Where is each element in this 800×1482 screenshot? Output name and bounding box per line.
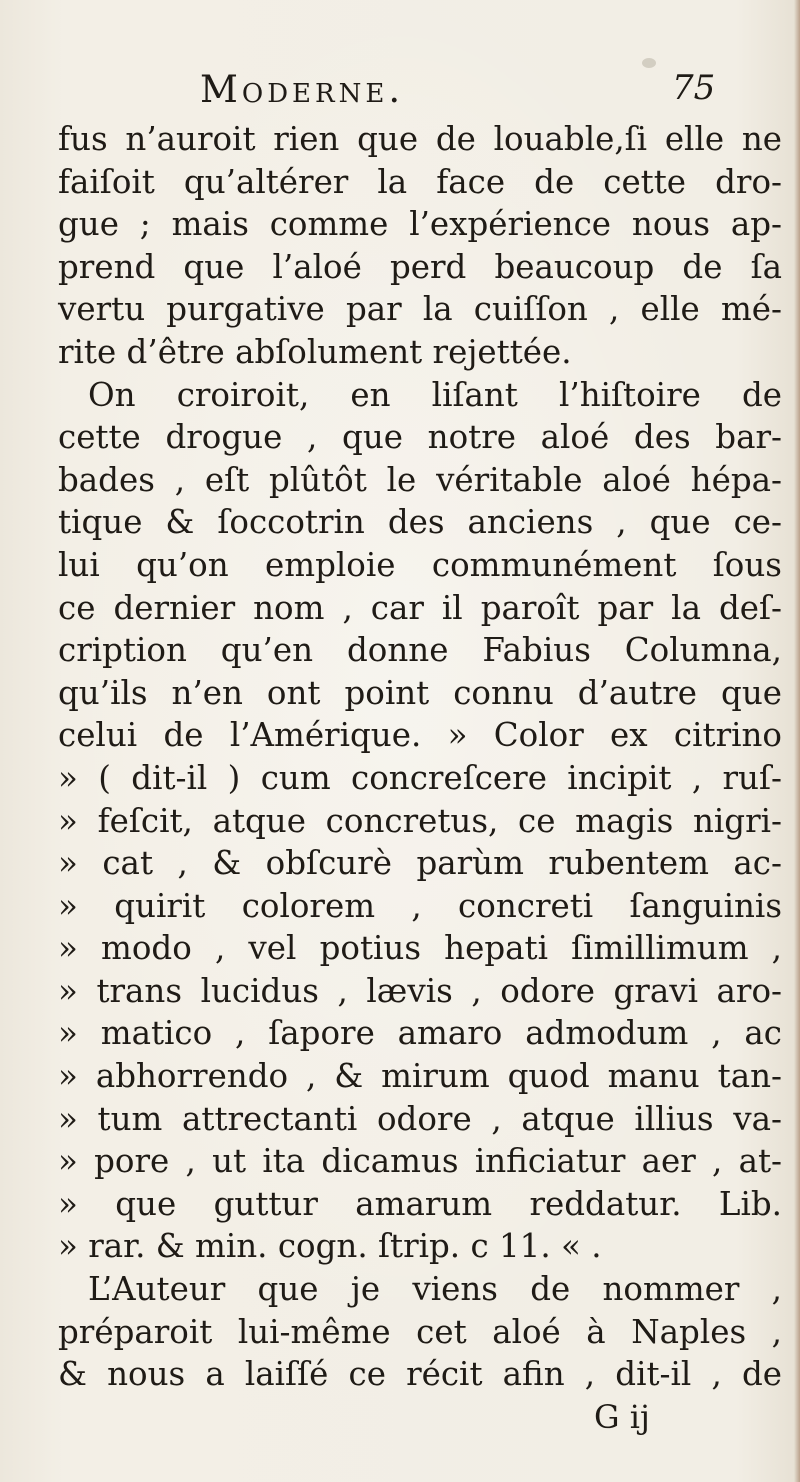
text-line: vertu purgative par la cuiſſon , elle mé- xyxy=(58,290,782,329)
text-line: fus n’auroit rien que de louable,ſi elle ne xyxy=(58,120,782,158)
text-line: celui de l’Amérique. » Color ex citrino xyxy=(58,716,782,755)
text-line: cription qu’en donne Fabius Columna, xyxy=(58,631,782,670)
text-line: » pore , ut ita dicamus inficiatur aer , at- xyxy=(58,1142,782,1181)
text-line: » trans lucidus , lævis , odore gravi aro- xyxy=(58,971,782,1010)
text-line: » modo , vel potius hepati ſimillimum , xyxy=(58,929,782,968)
page-edge-shadow xyxy=(794,0,800,1482)
page-number: 75 xyxy=(672,68,716,108)
text-line: qu’ils n’en ont point connu d’autre que xyxy=(58,673,782,712)
ink-smudge xyxy=(642,58,656,68)
text-line: gue ; mais comme l’expérience nous ap- xyxy=(58,205,782,244)
running-head xyxy=(0,68,800,118)
text-line: » tum attrectanti odore , atque illius va- xyxy=(58,1099,782,1138)
text-line: » feſcit, atque concretus, ce magis nigri- xyxy=(58,801,782,840)
text-line: » abhorrendo , & mirum quod manu tan- xyxy=(58,1057,782,1096)
text-line: » cat , & obſcurè parùm rubentem ac- xyxy=(58,844,782,883)
text-line: bades , eſt plûtôt le véritable aloé hépa- xyxy=(58,460,782,499)
text-line: & nous a laiſſé ce récit afin , dit-il , de xyxy=(58,1355,782,1394)
text-line: préparoit lui-même cet aloé à Naples , xyxy=(58,1312,782,1351)
text-line: » quirit colorem , concreti ſanguinis xyxy=(58,886,782,925)
text-line: ce dernier nom , car il paroît par la deſ- xyxy=(58,588,782,627)
text-line: On croiroit, en liſant l’hiſtoire de xyxy=(88,375,782,414)
text-line: » matico , ſapore amaro admodum , ac xyxy=(58,1014,782,1053)
signature-mark: G ij xyxy=(594,1398,650,1436)
text-line: L’Auteur que je viens de nommer , xyxy=(88,1270,782,1309)
text-line: prend que l’aloé perd beaucoup de ſa xyxy=(58,247,782,286)
text-line: lui qu’on emploie communément ſous xyxy=(58,545,782,584)
text-line: rite d’être abſolument rejettée. xyxy=(58,332,572,371)
text-line: cette drogue , que notre aloé des bar- xyxy=(58,418,782,457)
text-line: tique & ſoccotrin des anciens , que ce- xyxy=(58,503,782,542)
text-line: faiſoit qu’altérer la face de cette dro- xyxy=(58,162,782,201)
text-line: » ( dit-il ) cum concreſcere incipit , ruſ- xyxy=(58,758,782,797)
text-line: » rar. & min. cogn. ſtrip. c 11. « . xyxy=(58,1227,602,1266)
body-text xyxy=(58,118,782,1396)
running-title: Moderne. xyxy=(200,68,405,111)
text-line: » que guttur amarum reddatur. Lib. xyxy=(58,1184,782,1223)
